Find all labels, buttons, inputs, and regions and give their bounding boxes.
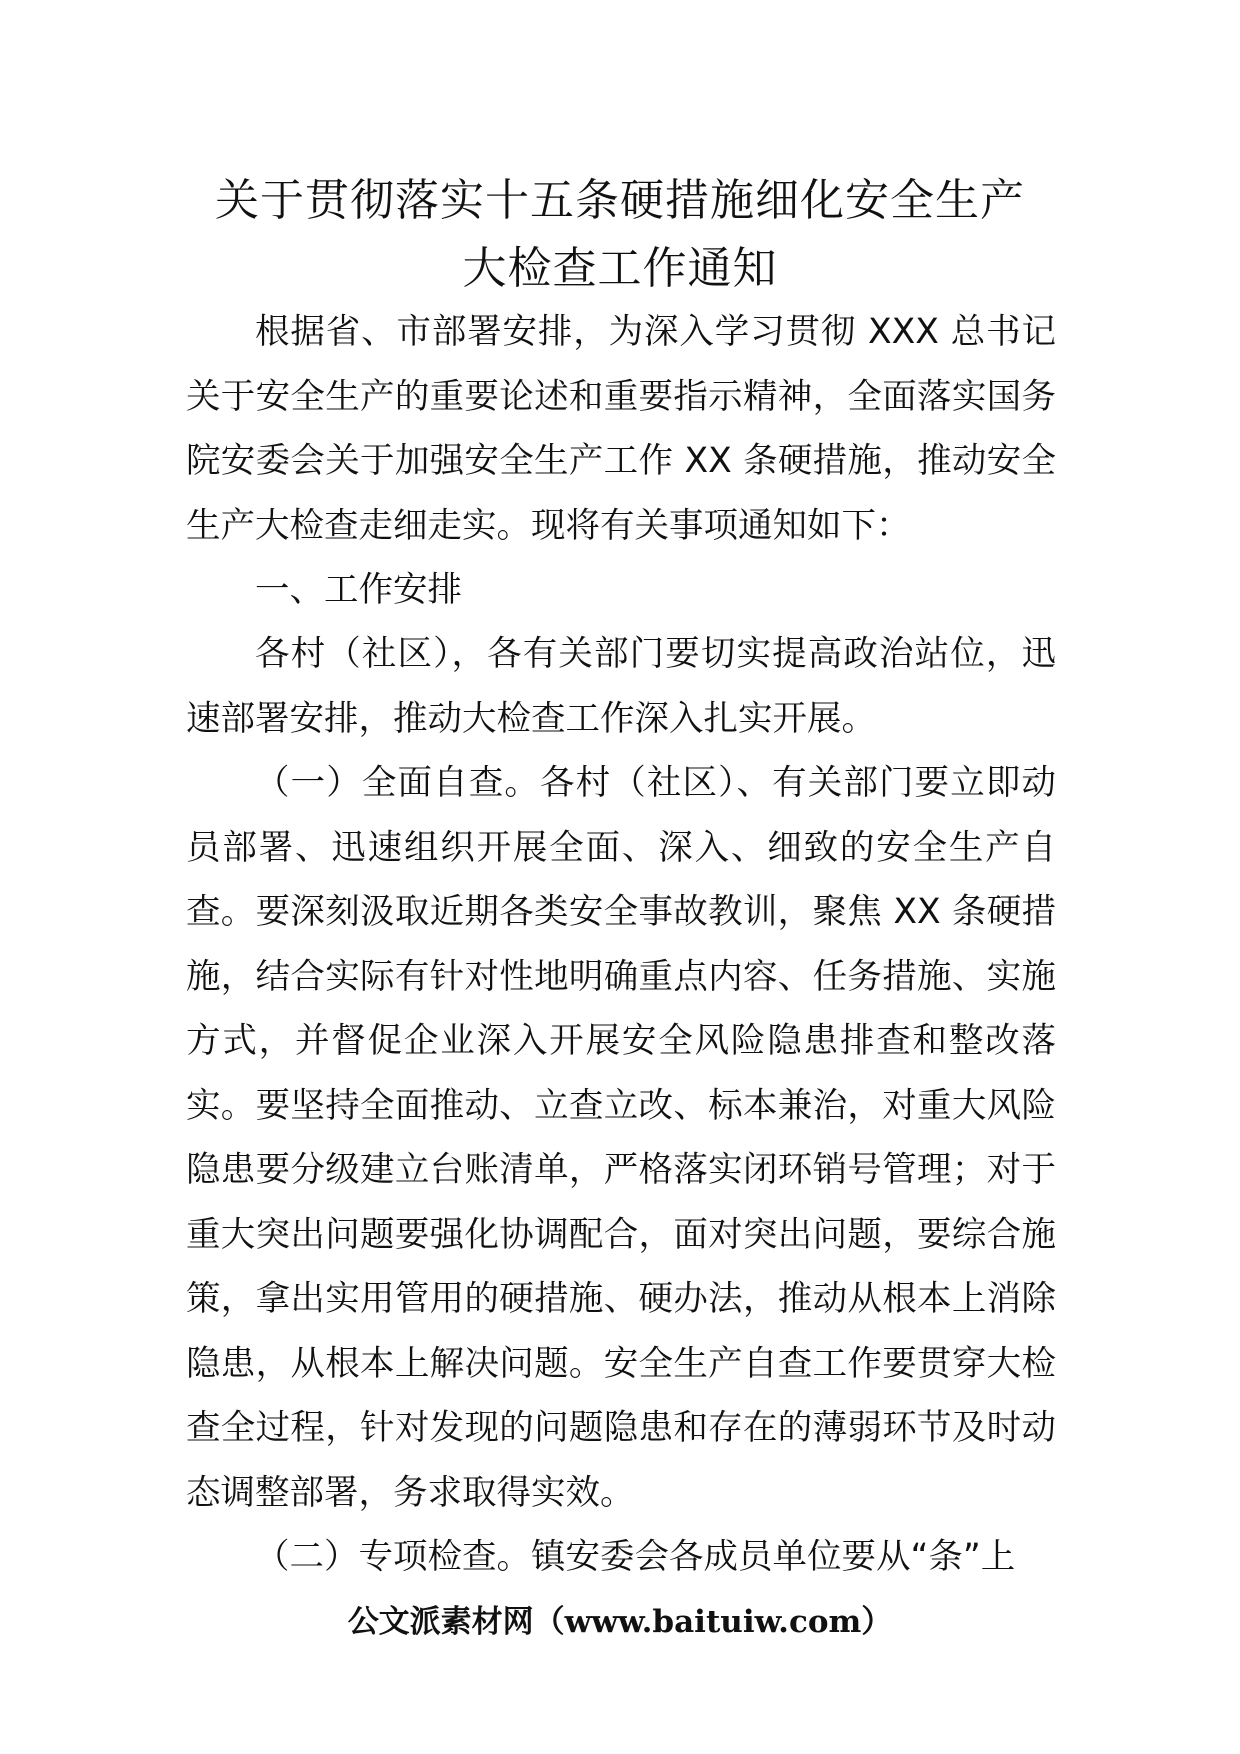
document-title-line-1: 关于贯彻落实十五条硬措施细化安全生产 xyxy=(215,175,1025,226)
special-inspection-paragraph: （二）专项检查。镇安委会各成员单位要从“条”上 xyxy=(255,1537,1016,1577)
intro-paragraph: 根据省、市部署安排，为深入学习贯彻 XXX 总书记关于安全生产的重要论述和重要指示精神，全面落实国务院安委会关于加强安全生产工作 XX 条硬措施，推动安全生产大检查走细走实。现将有关事项通知如下： xyxy=(186,312,1056,546)
document-title-line-2: 大检查工作通知 xyxy=(462,243,778,294)
arrangement-paragraph: 各村（社区），各有关部门要切实提高政治站位，迅速部署安排，推动大检查工作深入扎实开展。 xyxy=(186,634,1056,739)
self-inspection-paragraph: （一）全面自查。各村（社区）、有关部门要立即动员部署、迅速组织开展全面、深入、细致的安全生产自查。要深刻汲取近期各类安全事故教训，聚焦 XX 条硬措施，结合实际有针对性地明确重点内容、任务措施、实施方式，并督促企业深入开展安全风险隐患排查和整改落实。要坚持全面推动、立查立改、标本兼治，对重大风险隐患要分级建立台账清单，严格落实闭环销号管理；对于重大突出问题要强化协调配合，面对突出问题，要综合施策，拿出实用管用的硬措施、硬办法，推动从根本上消除隐患，从根本上解决问题。安全生产自查工作要贯穿大检查全过程，针对发现的问题隐患和存在的薄弱环节及时动态调整部署，务求取得实效。 xyxy=(186,763,1056,1513)
footer-watermark: 公文派素材网（www.baituiw.com） xyxy=(347,1604,893,1640)
section-heading-work-arrangement: 一、工作安排 xyxy=(255,570,462,610)
